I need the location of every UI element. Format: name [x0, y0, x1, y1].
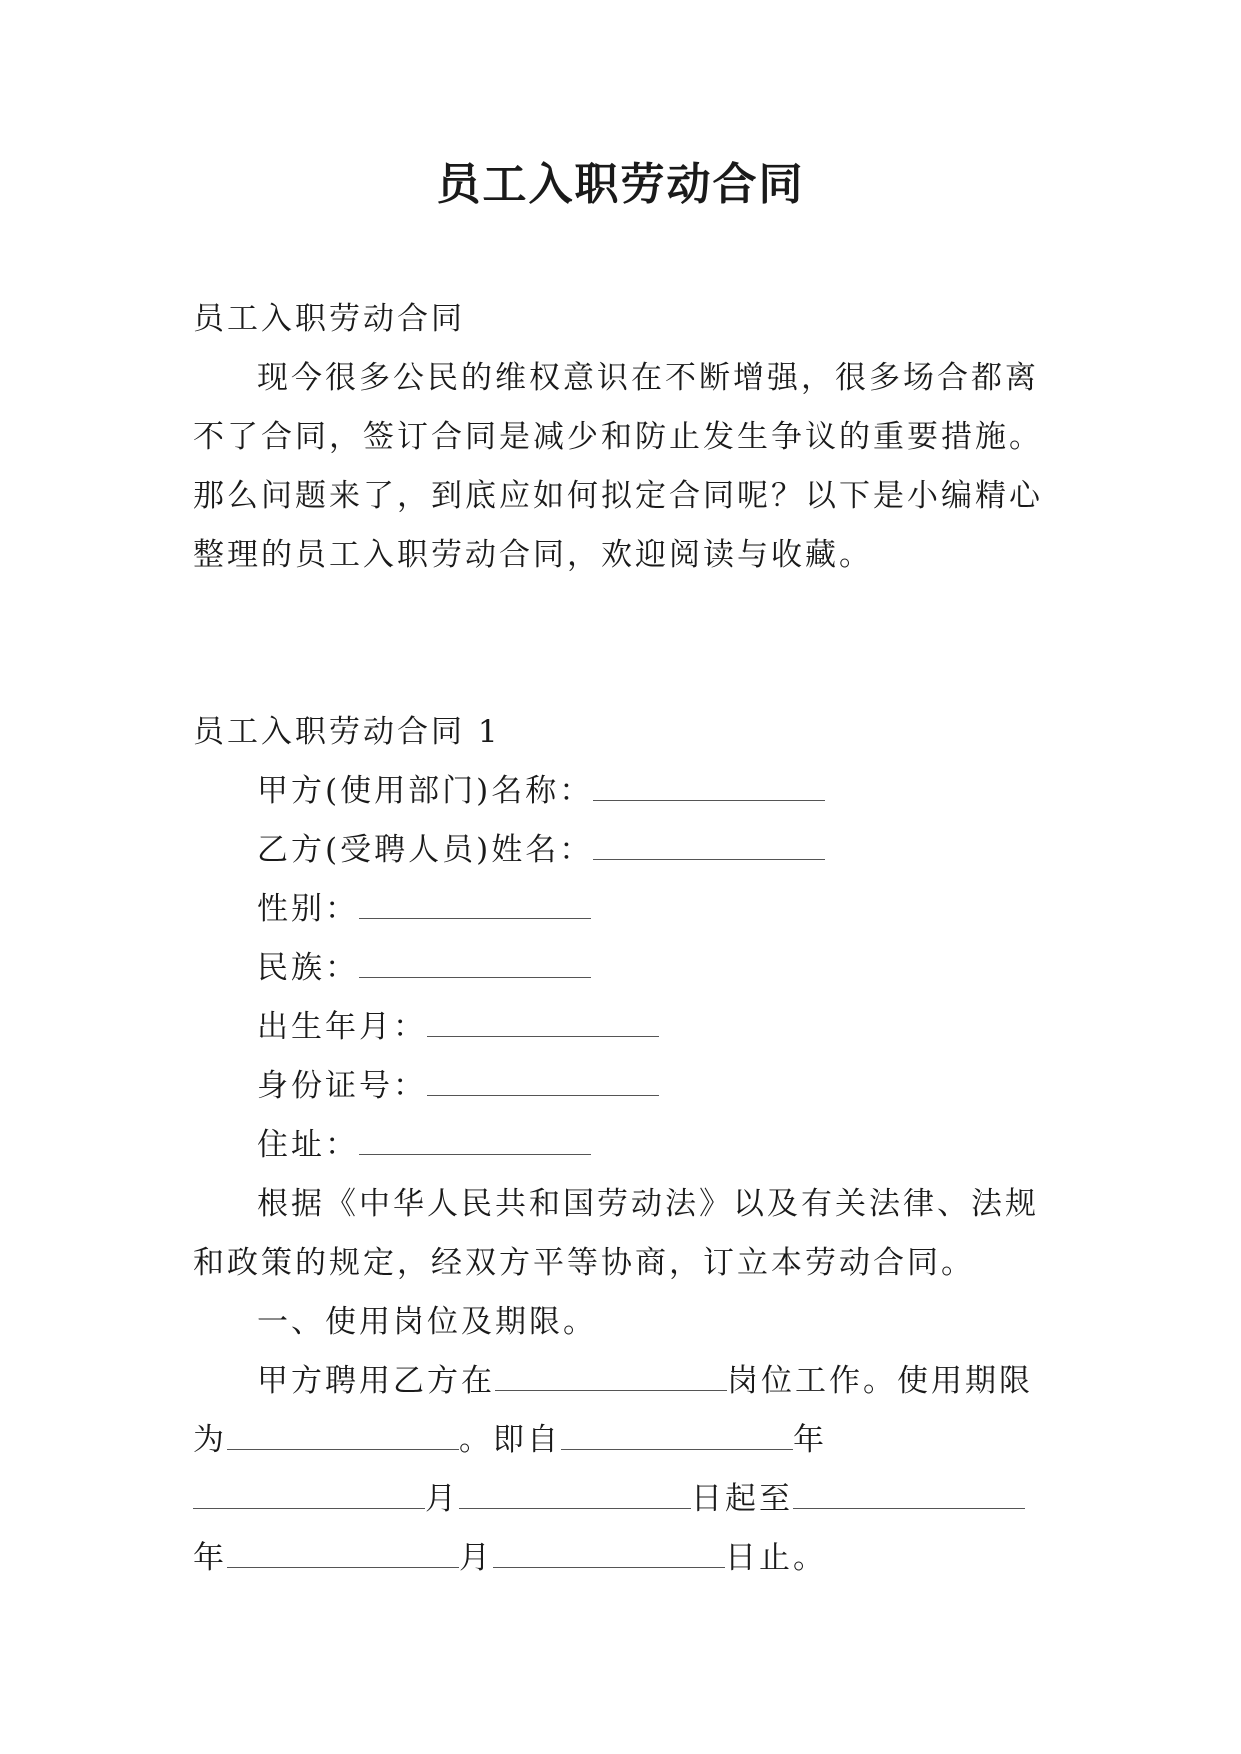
- field-party-a-name: [193, 762, 1053, 821]
- field-birth-date: [193, 998, 1053, 1057]
- field-address: [193, 1116, 1053, 1175]
- blank-line: [493, 1541, 725, 1568]
- text-segment: 月: [425, 1481, 459, 1517]
- legal-basis-paragraph: 根据《中华人民共和国劳动法》以及有关法律、法规和政策的规定，经双方平等协商，订立本劳动合同。: [193, 1186, 1039, 1281]
- intro-paragraph: 现今很多公民的维权意识在不断增强，很多场合都离不了合同，签订合同是减少和防止发生争议的重要措施。那么问题来了，到底应如何拟定合同呢？以下是小编精心整理的员工入职劳动合同，欢迎阅读与收藏。: [193, 360, 1043, 573]
- document-title: 员工入职劳动合同: [436, 159, 805, 210]
- blank-line: [427, 1010, 659, 1037]
- section-1-paragraph: [193, 1352, 1053, 1588]
- field-label: 出生年月：: [257, 1009, 427, 1045]
- field-ethnicity: [193, 939, 1053, 998]
- blank-line: [227, 1423, 459, 1450]
- field-label: 民族：: [257, 950, 359, 986]
- blank-line: [427, 1069, 659, 1096]
- blank-line: [593, 833, 825, 860]
- blank-line: [495, 1364, 727, 1391]
- blank-line: [193, 1482, 425, 1509]
- field-label: 身份证号：: [257, 1068, 427, 1104]
- text-segment: 年: [193, 1540, 227, 1576]
- blank-line: [593, 774, 825, 801]
- field-label: 性别：: [257, 891, 359, 927]
- field-gender: [193, 880, 1053, 939]
- section-gap: [193, 585, 1053, 703]
- intro-heading: 员工入职劳动合同: [193, 301, 465, 337]
- text-segment: 日止。: [725, 1540, 827, 1576]
- field-party-b-name: [193, 821, 1053, 880]
- field-label: 乙方(受聘人员)姓名：: [257, 832, 594, 868]
- text-segment: 。即自: [459, 1422, 561, 1458]
- text-segment: 月: [459, 1540, 493, 1576]
- field-id-number: [193, 1057, 1053, 1116]
- blank-line: [793, 1482, 1025, 1509]
- blank-line: [459, 1482, 691, 1509]
- blank-line: [227, 1541, 459, 1568]
- text-segment: 甲方聘用乙方在: [257, 1363, 495, 1399]
- text-segment: 日起至: [691, 1481, 793, 1517]
- contract-heading: 员工入职劳动合同 1: [193, 714, 501, 750]
- field-label: 住址：: [257, 1127, 359, 1163]
- section-1-heading: 一、使用岗位及期限。: [257, 1304, 597, 1340]
- field-label: 甲方(使用部门)名称：: [257, 773, 594, 809]
- document-body: [193, 290, 1053, 1588]
- blank-line: [359, 892, 591, 919]
- blank-line: [561, 1423, 793, 1450]
- text-segment: 年: [793, 1422, 827, 1458]
- blank-line: [359, 951, 591, 978]
- text-segment: 岗位工作。使用期限为: [193, 1363, 1033, 1458]
- blank-line: [359, 1128, 591, 1155]
